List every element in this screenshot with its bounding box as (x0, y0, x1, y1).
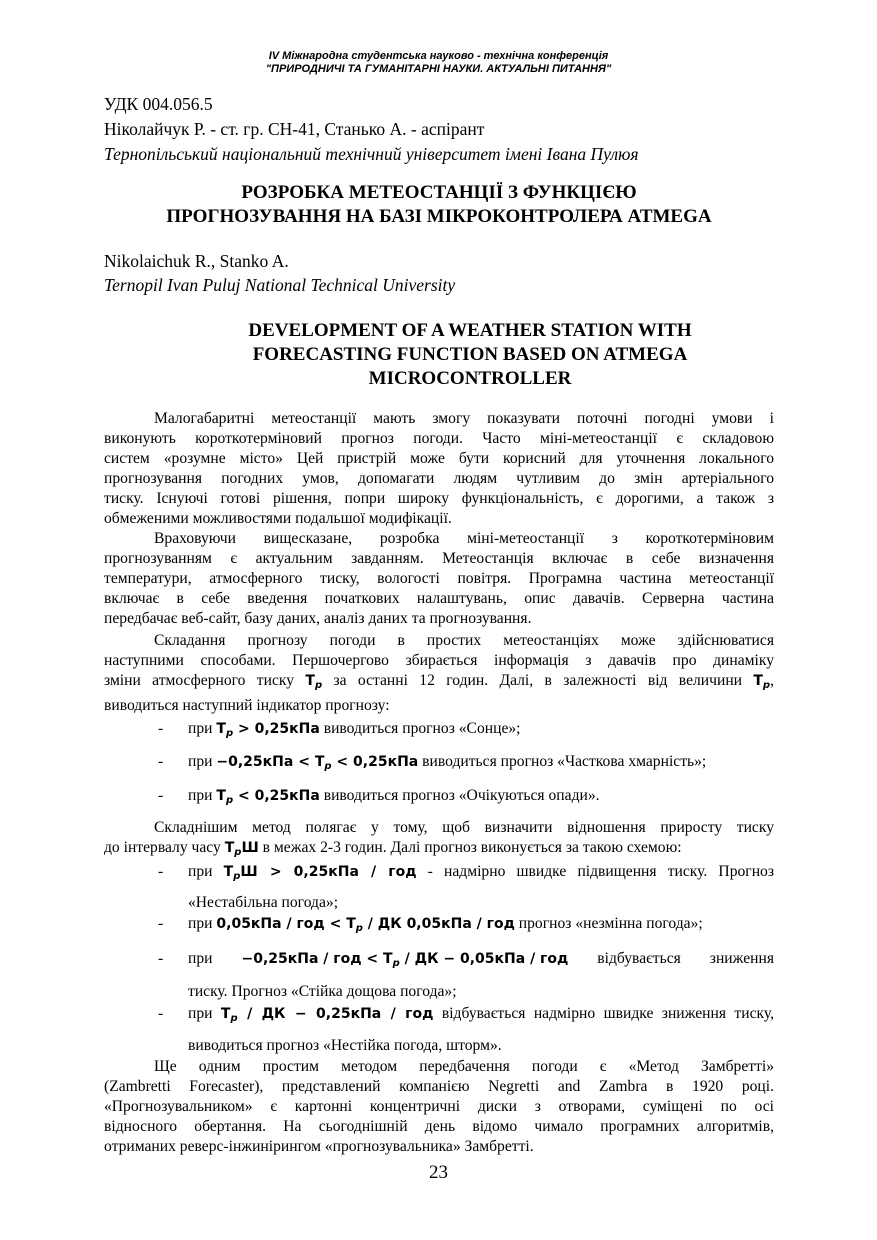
formula: $T_pШ > 0,25кПа$ / год (223, 864, 417, 882)
list-bullet: - (158, 787, 164, 804)
paragraph-1-line: систем «розумне місто» Цей пристрій може бути корисний для уточнення локального (104, 450, 774, 467)
list-item: при 0,05кПа / год < $T_p$ / ДК 0,05кПа / год прогноз «незмінна погода»; (188, 915, 703, 934)
paragraph-5-line: (Zambretti Forecaster), представлений компанією Negretti and Zambra в 1920 році. (104, 1078, 774, 1095)
paragraph-2-line: температури, атмосферного тиску, вологості повітря. Програмна частина метеостанції (104, 570, 774, 587)
paragraph-5-line: відносного обертання. На сьогоднішній день відомо чимало програмних алгоритмів, (104, 1118, 774, 1135)
udk-code: УДК 004.056.5 (104, 94, 213, 114)
list-bullet: - (158, 950, 164, 967)
paragraph-2-line: включає в себе введення початкових налаштувань, опис давачів. Серверна частина (104, 590, 774, 607)
paragraph-3 (104, 631, 774, 716)
list-bullet: - (158, 915, 164, 932)
list-item: при $T_p > 0,25кПа$ виводиться прогноз «Сонце»; (188, 720, 521, 739)
affiliation-ua: Тернопільський національний технічний університет імені Івана Пулюя (104, 144, 639, 164)
title-ua-line2: ПРОГНОЗУВАННЯ НА БАЗІ МІКРОКОНТРОЛЕРА ATMEGA (166, 206, 712, 227)
authors-ua: Ніколайчук Р. - ст. гр. СН-41, Станько А. - аспірант (104, 119, 485, 139)
list-bullet: - (158, 720, 164, 737)
paragraph-5 (104, 1057, 774, 1157)
list-item: при $-0,25кПа < T_p < 0,25кПа$ виводиться прогноз «Часткова хмарність»; (188, 753, 707, 772)
paragraph-5-line: «Прогнозувальником» є картонні концентричні диски з отворами, суміщені по осі (104, 1098, 774, 1115)
title-en (190, 319, 750, 391)
formula: 0,05кПа / год < $T_p$ / ДК 0,05кПа / год (216, 916, 515, 934)
paragraph-4-line: до інтервалу часу $T_pШ$ в межах 2-3 годин. Далі прогноз виконується за такою схемою: (104, 839, 682, 858)
paragraph-4-line: Складнішим метод полягає у тому, щоб визначити відношення приросту тиску (154, 819, 774, 836)
paragraph-1-line: обмеженими можливостями подальшої модифікації. (104, 510, 452, 527)
paragraph-4 (104, 818, 774, 863)
formula-tp: $T_p$ (753, 673, 771, 691)
formula: $T_p$ / ДК − 0,25кПа / год (220, 1006, 434, 1024)
paragraph-1-line: прогнозування погодних умов, допомагати людям чутливим до змін артеріального (104, 470, 774, 487)
list-item: при $T_p$ / ДК − 0,25кПа / год відбувається надмірно швидке зниження тиску, (188, 1005, 775, 1024)
paragraph-2-line: передбачає веб-сайт, базу даних, аналіз даних та прогнозування. (104, 610, 532, 627)
paragraph-5-line: отриманих реверс-інжинірингом «прогнозувальника» Замбретті. (104, 1138, 534, 1155)
paragraph-3-line: виводиться наступний індикатор прогнозу: (104, 697, 390, 714)
list-item: при −0,25кПа / год < $T_p$ / ДК − 0,05кПа / год відбувається зниження (188, 949, 774, 974)
list-item-continuation: «Нестабільна погода»; (188, 894, 339, 911)
list-item-continuation: тиску. Прогноз «Стійка дощова погода»; (188, 983, 457, 1000)
paragraph-1 (104, 409, 774, 529)
conference-header (0, 50, 877, 76)
list-item: при $T_p < 0,25кПа$ виводиться прогноз «Очікуються опади». (188, 787, 600, 806)
formula-tp-sh: $T_pШ$ (224, 840, 259, 858)
paragraph-3-line: наступними способами. Першочергово збирається інформація з давачів про динаміку (104, 652, 774, 669)
list-bullet: - (158, 1005, 164, 1022)
list-bullet: - (158, 753, 164, 770)
conference-header-line1: IV Міжнародна студентська науково - технічна конференція (268, 50, 609, 62)
formula: $T_p > 0,25кПа$ (216, 721, 320, 739)
page-number: 23 (429, 1162, 448, 1183)
authors-en: Nikolaichuk R., Stanko A. (104, 251, 289, 271)
paragraph-1-line: виконують короткотерміновий прогноз погоди. Часто міні-метеостанції є складовою (104, 430, 774, 447)
formula: −0,25кПа / год < $T_p$ / ДК − 0,05кПа / год (241, 951, 569, 969)
formula-tp: $T_p$ (305, 673, 323, 691)
paragraph-2 (104, 529, 774, 629)
paragraph-1-line: тиску. Існуючі готові рішення, попри широку функціональність, є дорогими, а також з (104, 490, 774, 507)
list-item-continuation: виводиться прогноз «Нестійка погода, шторм». (188, 1037, 502, 1054)
title-en-line1: DEVELOPMENT OF A WEATHER STATION WITH (248, 320, 692, 341)
affiliation-en: Ternopil Ivan Puluj National Technical University (104, 275, 456, 295)
formula: $T_p < 0,25кПа$ (216, 788, 320, 806)
paragraph-2-line: Враховуючи вищесказане, розробка міні-метеостанції з короткотерміновим (154, 530, 774, 547)
title-ua-line1: РОЗРОБКА МЕТЕОСТАНЦІЇ З ФУНКЦІЄЮ (241, 182, 637, 203)
paragraph-5-line: Ще одним простим методом передбачення погоди є «Метод Замбретті» (154, 1058, 774, 1075)
list-item: при $T_pШ > 0,25кПа$ / год - надмірно швидке підвищення тиску. Прогноз (188, 863, 774, 882)
title-en-line3: MICROCONTROLLER (368, 368, 572, 389)
paragraph-2-line: прогнозуванням є актуальним завданням. Метеостанція включає в себе визначення (104, 550, 774, 567)
title-ua (104, 181, 774, 229)
formula: $-0,25кПа < T_p < 0,25кПа$ (216, 754, 419, 772)
paragraph-1-line: Малогабаритні метеостанції мають змогу показувати поточні погодні умови і (154, 410, 774, 427)
paragraph-3-line: Складання прогнозу погоди в простих метеостанціях може здійснюватися (154, 632, 774, 649)
title-en-line2: FORECASTING FUNCTION BASED ON ATMEGA (252, 344, 688, 365)
conference-header-line2: "ПРИРОДНИЧІ ТА ГУМАНІТАРНІ НАУКИ. АКТУАЛЬНІ ПИТАННЯ" (265, 63, 612, 75)
paragraph-3-line: зміни атмосферного тиску $T_p$ за останні 12 годин. Далі, в залежності від величини $T_p$, (104, 672, 774, 691)
list-bullet: - (158, 863, 164, 880)
